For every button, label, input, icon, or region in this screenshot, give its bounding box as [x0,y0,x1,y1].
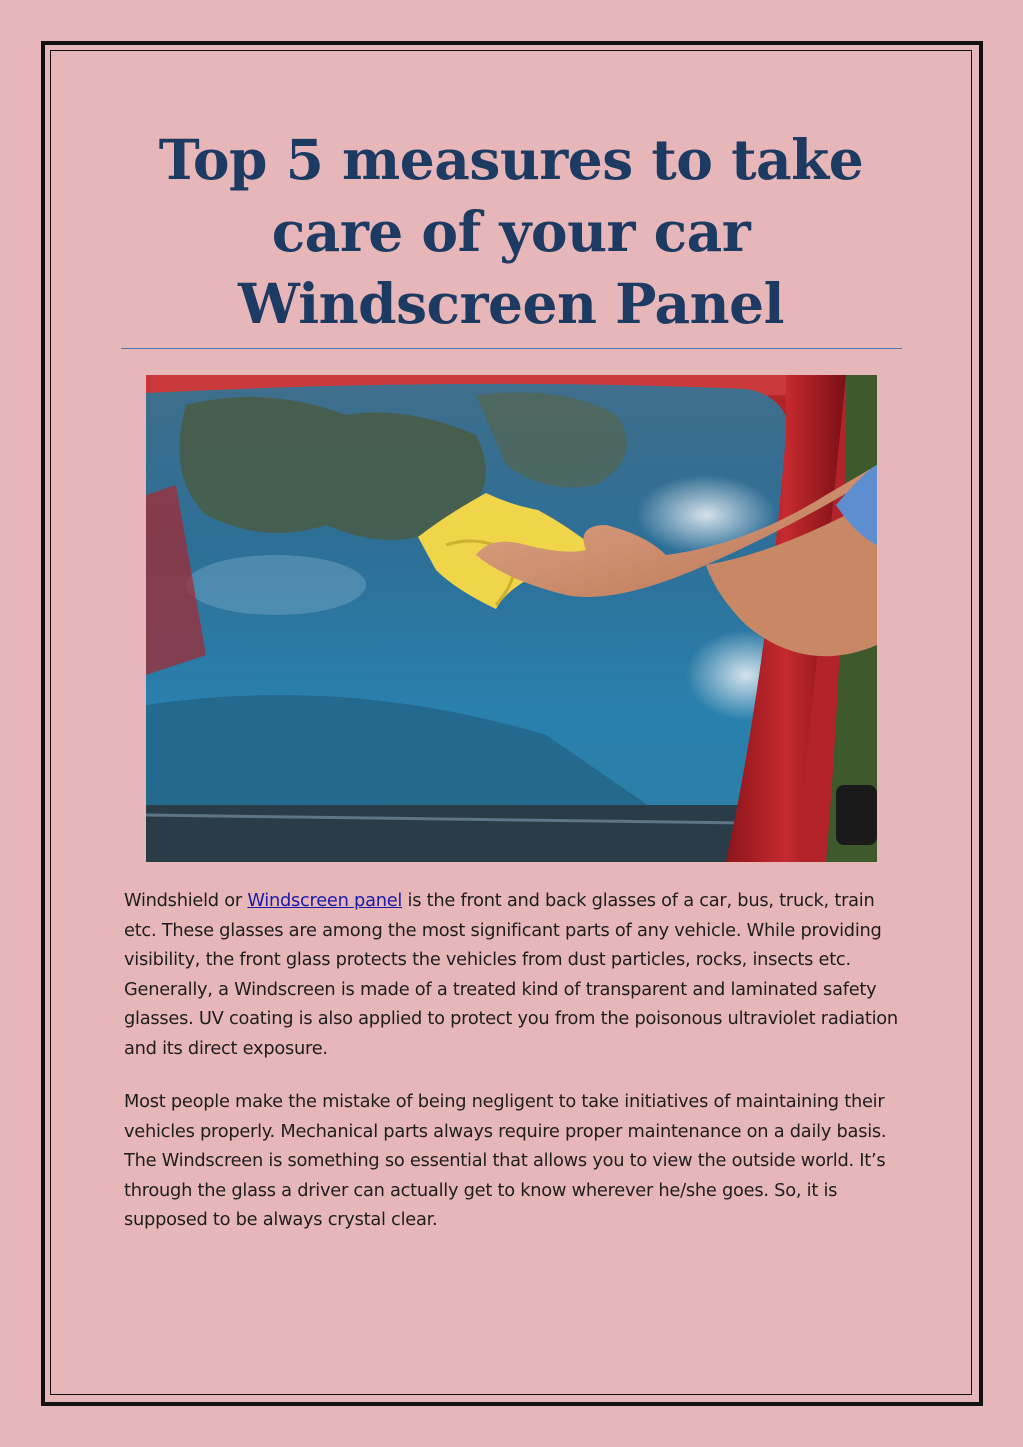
title-divider [121,348,902,349]
maintenance-paragraph: Most people make the mistake of being negligent to take initiatives of maintaining their vehicles properly. Mechanical parts always require proper maintenance on a daily basis. The Windscreen is something so essential that allows you to view the outside world. It’s through the glass a driver can actually get to know wherever he/she goes. So, it is supposed to be always crystal clear. [124,1091,887,1231]
page-title: Top 5 measures to take care of your car Windscreen Panel [158,127,864,336]
intro-text-rest: is the front and back glasses of a car, bus, truck, train etc. These glasses are among the most significant parts of any vehicle. While providing visibility, the front glass protects the vehicles from dust particles, rocks, insects etc. Generally, a Windscreen is made of a treated kind of transparent and laminated safety glasses. UV coating is also applied to protect you from the poisonous ultraviolet radiation and its direct exposure. [124,890,898,1059]
windscreen-panel-link[interactable]: Windscreen panel [247,890,403,911]
intro-text-start: Windshield or [124,890,248,911]
windscreen-cleaning-photo [146,375,877,862]
intro-paragraph [124,886,899,1064]
